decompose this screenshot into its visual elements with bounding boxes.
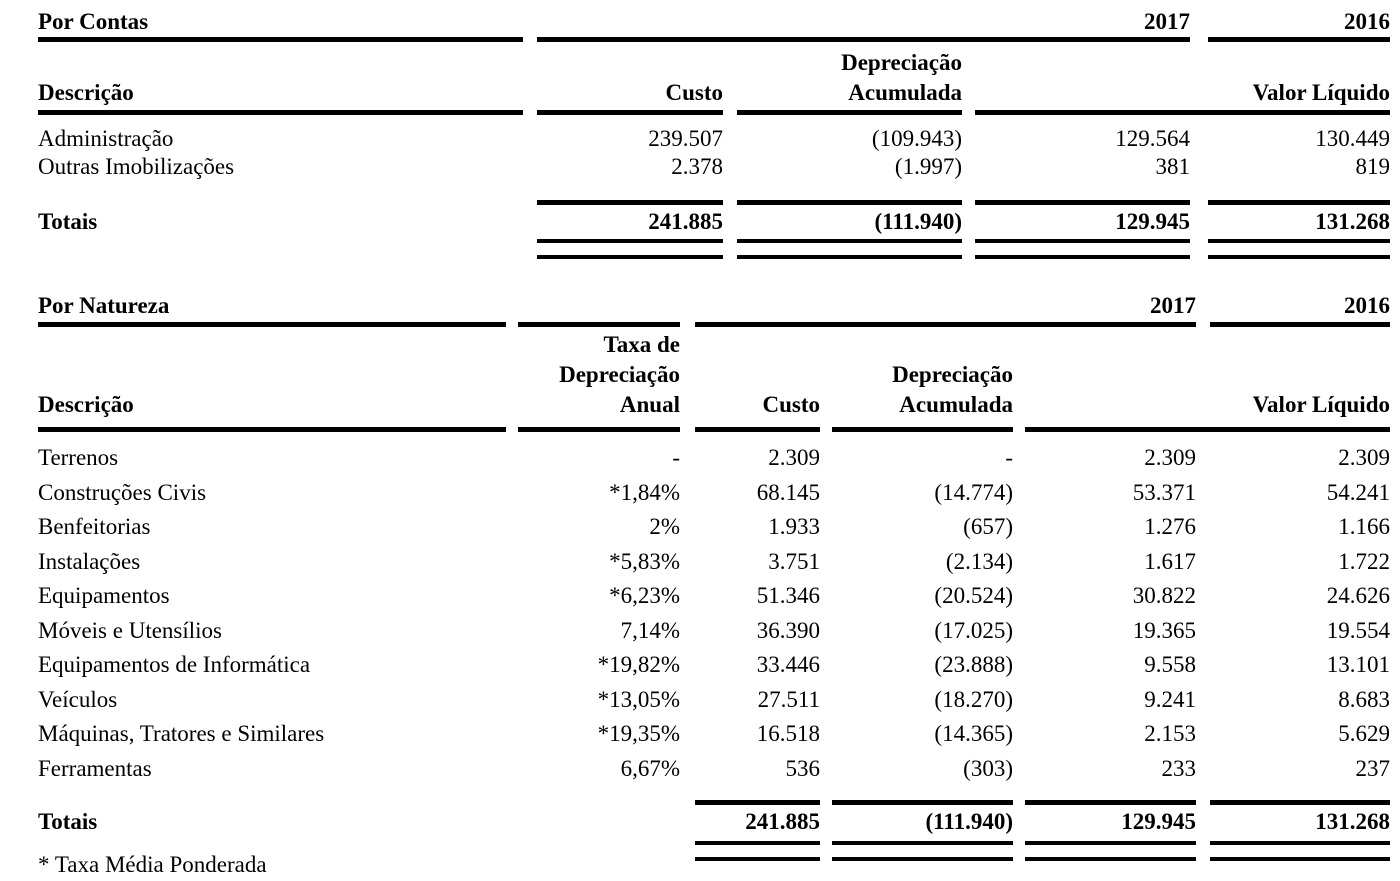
row-valor-2016: 13.101	[1326, 652, 1390, 677]
totals-valor-2017: 129.945	[1115, 209, 1190, 234]
por-contas-totals-top-rule-row	[38, 200, 1390, 205]
row-valor-2017: 53.371	[1132, 480, 1196, 505]
table-row	[38, 584, 1390, 608]
table-rule	[38, 37, 523, 42]
row-valor-2016: 819	[1355, 154, 1390, 179]
row-valor-2016: 8.683	[1338, 687, 1390, 712]
table-rule	[1208, 200, 1390, 205]
table-double-rule	[1208, 239, 1390, 259]
row-taxa: -	[672, 445, 680, 470]
row-depreciacao: (2.134)	[945, 549, 1013, 574]
por-natureza-totals-row	[38, 810, 1390, 834]
row-custo: 536	[785, 756, 820, 781]
table-rule	[518, 427, 680, 432]
row-valor-2017: 30.822	[1132, 583, 1196, 608]
row-descricao: Benfeitorias	[38, 514, 151, 539]
por-contas-year-2017: 2017	[1144, 9, 1190, 34]
row-valor-2016: 5.629	[1338, 721, 1390, 746]
por-contas-header-row	[38, 50, 1390, 108]
row-descricao: Máquinas, Tratores e Similares	[38, 721, 325, 746]
col-header-depreciacao-line2: Acumulada	[848, 80, 962, 105]
table-rule	[695, 800, 820, 805]
row-custo: 68.145	[756, 480, 820, 505]
totals-custo: 241.885	[745, 809, 820, 834]
totals-label: Totais	[38, 209, 98, 234]
table-row	[38, 653, 1390, 677]
row-depreciacao: (109.943)	[871, 126, 962, 151]
totals-depreciacao: (111.940)	[925, 809, 1013, 834]
table-rule	[38, 427, 506, 432]
por-natureza-header-row	[38, 334, 1390, 420]
row-descricao: Instalações	[38, 549, 141, 574]
col-header-depreciacao-line1: Depreciação	[841, 50, 962, 75]
por-contas-totals-row	[38, 210, 1390, 234]
row-taxa: *19,82%	[597, 652, 680, 677]
por-contas-header-rule-row	[38, 110, 1390, 115]
por-natureza-year-2017: 2017	[1150, 293, 1196, 318]
table-row	[38, 722, 1390, 746]
row-valor-2017: 2.309	[1144, 445, 1196, 470]
row-valor-2016: 54.241	[1326, 480, 1390, 505]
row-valor-2016: 24.626	[1326, 583, 1390, 608]
row-custo: 3.751	[768, 549, 820, 574]
row-valor-2017: 19.365	[1132, 618, 1196, 643]
col-header-custo: Custo	[665, 80, 723, 105]
table-row	[38, 515, 1390, 539]
row-depreciacao: (1.997)	[894, 154, 962, 179]
row-custo: 2.378	[671, 154, 723, 179]
row-taxa: *1,84%	[609, 480, 680, 505]
por-natureza-totals-top-rule-row	[38, 800, 1390, 805]
row-taxa: *5,83%	[609, 549, 680, 574]
row-custo: 2.309	[768, 445, 820, 470]
totals-custo: 241.885	[648, 209, 723, 234]
table-rule	[975, 200, 1190, 205]
table-rule	[38, 322, 506, 327]
row-descricao: Móveis e Utensílios	[38, 618, 222, 643]
table-rule	[695, 427, 820, 432]
table-row	[38, 446, 1390, 470]
row-valor-2016: 1.166	[1338, 514, 1390, 539]
row-valor-2017: 129.564	[1115, 126, 1190, 151]
table-double-rule	[737, 239, 962, 259]
row-valor-2016: 1.722	[1338, 549, 1390, 574]
table-row	[38, 127, 1390, 151]
por-contas-section-title: Por Contas	[38, 9, 149, 34]
row-valor-2016: 130.449	[1315, 126, 1390, 151]
por-natureza-section-title: Por Natureza	[38, 293, 170, 318]
col-header-depreciacao-acumulada	[737, 48, 962, 108]
table-rule	[832, 800, 1013, 805]
totals-label: Totais	[38, 809, 98, 834]
col-header-depreciacao-line1: Depreciação	[892, 362, 1013, 387]
por-natureza-year-2016: 2016	[1344, 293, 1390, 318]
footnote-taxa-media-ponderada: * Taxa Média Ponderada	[38, 852, 267, 877]
row-custo: 33.446	[756, 652, 820, 677]
row-descricao: Veículos	[38, 687, 118, 712]
row-taxa: 6,67%	[620, 756, 680, 781]
table-rule	[537, 110, 723, 115]
table-double-rule	[975, 239, 1190, 259]
row-depreciacao: -	[1005, 445, 1013, 470]
table-row	[38, 550, 1390, 574]
row-descricao: Administração	[38, 126, 174, 151]
row-depreciacao: (20.524)	[934, 583, 1013, 608]
col-header-taxa-line2: Depreciação	[559, 362, 680, 387]
row-valor-2017: 381	[1155, 154, 1190, 179]
col-header-valor-liquido: Valor Líquido	[1252, 80, 1390, 105]
row-taxa: 2%	[649, 514, 680, 539]
table-double-rule	[537, 239, 723, 259]
col-header-taxa-depreciacao-anual	[518, 330, 680, 420]
por-natureza-header-rule-row	[38, 427, 1390, 432]
row-valor-2017: 1.276	[1144, 514, 1196, 539]
row-valor-2017: 233	[1161, 756, 1196, 781]
row-depreciacao: (17.025)	[934, 618, 1013, 643]
footnote-row	[38, 853, 1390, 877]
table-rule	[975, 110, 1390, 115]
table-rule	[1208, 37, 1390, 42]
row-descricao: Outras Imobilizações	[38, 154, 235, 179]
row-depreciacao: (14.774)	[934, 480, 1013, 505]
col-header-valor-liquido: Valor Líquido	[1252, 392, 1390, 417]
table-rule	[832, 427, 1013, 432]
row-custo: 51.346	[756, 583, 820, 608]
table-rule	[1210, 322, 1390, 327]
row-valor-2017: 9.558	[1144, 652, 1196, 677]
por-natureza-title-rule-row	[38, 322, 1390, 327]
row-custo: 16.518	[756, 721, 820, 746]
table-rule	[537, 37, 1190, 42]
row-descricao: Construções Civis	[38, 480, 207, 505]
table-rule	[537, 200, 723, 205]
row-valor-2016: 19.554	[1326, 618, 1390, 643]
row-valor-2016: 237	[1355, 756, 1390, 781]
table-rule	[1025, 427, 1390, 432]
row-descricao: Terrenos	[38, 445, 119, 470]
totals-depreciacao: (111.940)	[874, 209, 962, 234]
por-contas-totals-bottom-rule-row	[38, 239, 1390, 251]
por-natureza-years-row	[38, 294, 1390, 318]
table-row	[38, 155, 1390, 179]
por-contas-year-2016: 2016	[1344, 9, 1390, 34]
row-custo: 1.933	[768, 514, 820, 539]
row-descricao: Equipamentos	[38, 583, 170, 608]
row-depreciacao: (18.270)	[934, 687, 1013, 712]
totals-valor-2016: 131.268	[1315, 809, 1390, 834]
table-row	[38, 481, 1390, 505]
col-header-depreciacao-acumulada	[832, 360, 1013, 420]
row-taxa: *19,35%	[597, 721, 680, 746]
table-row	[38, 688, 1390, 712]
table-row	[38, 757, 1390, 781]
table-rule	[1210, 800, 1390, 805]
row-depreciacao: (14.365)	[934, 721, 1013, 746]
totals-valor-2016: 131.268	[1315, 209, 1390, 234]
row-descricao: Equipamentos de Informática	[38, 652, 311, 677]
col-header-taxa-line1: Taxa de	[603, 332, 680, 357]
table-rule	[695, 322, 1196, 327]
table-rule	[1025, 800, 1196, 805]
totals-valor-2017: 129.945	[1121, 809, 1196, 834]
table-row	[38, 619, 1390, 643]
row-valor-2017: 9.241	[1144, 687, 1196, 712]
row-valor-2016: 2.309	[1338, 445, 1390, 470]
row-custo: 239.507	[648, 126, 723, 151]
row-depreciacao: (657)	[963, 514, 1013, 539]
row-valor-2017: 1.617	[1144, 549, 1196, 574]
row-depreciacao: (23.888)	[934, 652, 1013, 677]
row-custo: 27.511	[757, 687, 820, 712]
table-rule	[737, 110, 962, 115]
por-contas-years-row	[38, 10, 1390, 34]
row-valor-2017: 2.153	[1144, 721, 1196, 746]
row-descricao: Ferramentas	[38, 756, 152, 781]
table-rule	[737, 200, 962, 205]
col-header-depreciacao-line2: Acumulada	[899, 392, 1013, 417]
row-taxa: 7,14%	[620, 618, 680, 643]
row-taxa: *13,05%	[597, 687, 680, 712]
col-header-custo: Custo	[762, 392, 820, 417]
table-rule	[38, 110, 523, 115]
row-custo: 36.390	[756, 618, 820, 643]
table-rule	[518, 322, 680, 327]
row-taxa: *6,23%	[609, 583, 680, 608]
col-header-descricao: Descrição	[38, 392, 134, 417]
row-depreciacao: (303)	[963, 756, 1013, 781]
por-contas-title-rule-row	[38, 37, 1390, 42]
col-header-descricao: Descrição	[38, 80, 134, 105]
col-header-taxa-line3: Anual	[619, 392, 680, 417]
